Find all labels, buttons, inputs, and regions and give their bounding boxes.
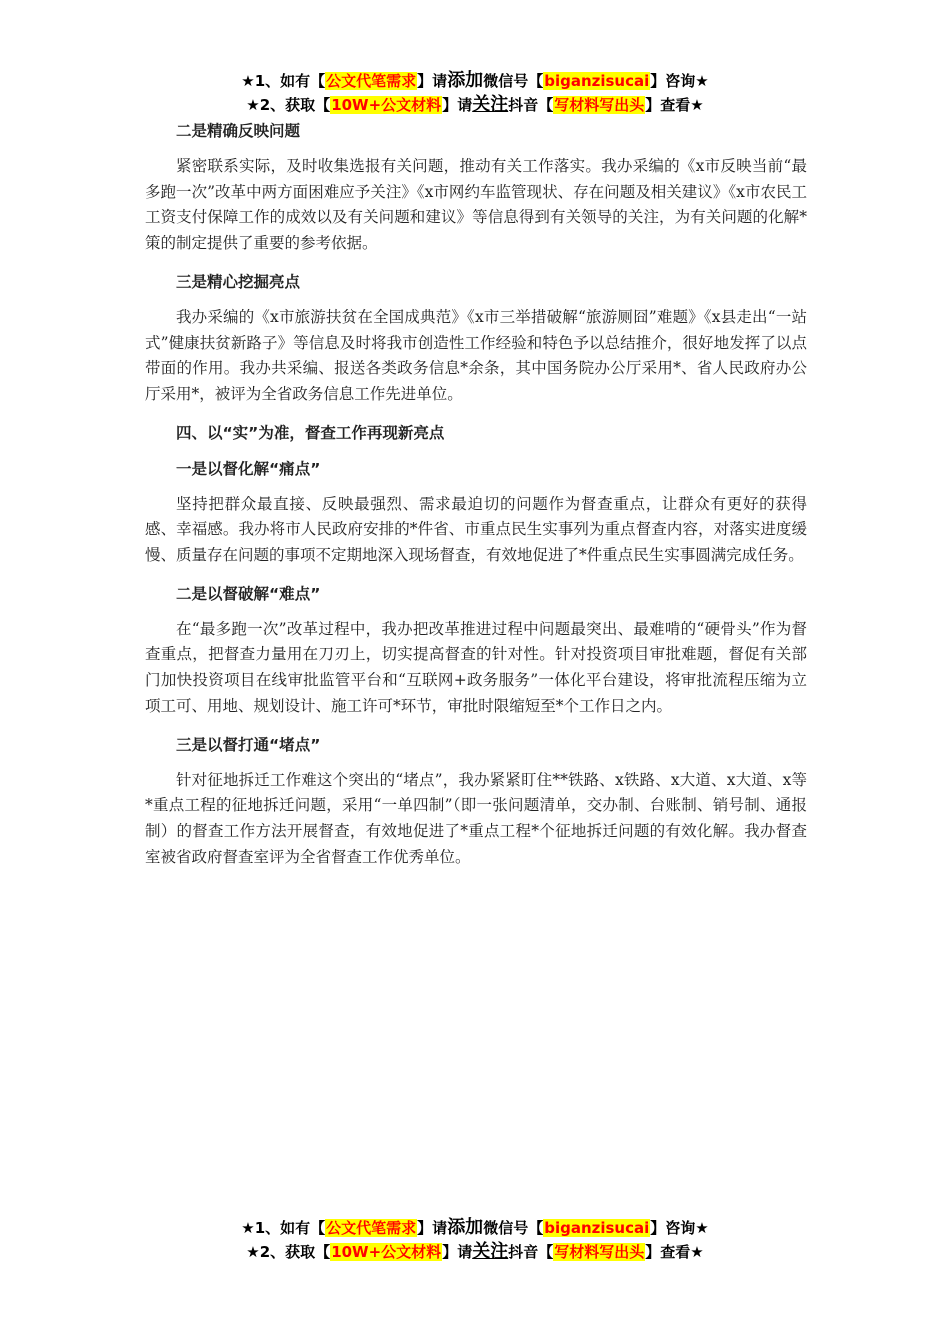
highlight-text: biganzisucai <box>544 1219 650 1237</box>
banner-text: ★1、如有【 <box>241 72 326 90</box>
top-banner <box>0 69 950 117</box>
highlight-text: 10W+公文材料 <box>331 1243 442 1261</box>
section-heading: 三是精心挖掘亮点 <box>176 272 301 291</box>
emphasis-text: 关注 <box>472 1241 509 1262</box>
emphasis-text: 添加 <box>447 70 484 91</box>
banner-text: 】请 <box>417 1219 448 1237</box>
banner-text: 】查看★ <box>645 96 704 114</box>
banner-line-1 <box>0 69 950 93</box>
banner-text: 抖音【 <box>508 96 554 114</box>
highlight-text: 公文代笔需求 <box>326 72 417 90</box>
banner-text: 抖音【 <box>508 1243 554 1261</box>
emphasis-text: 关注 <box>472 94 509 115</box>
highlight-text: 公文代笔需求 <box>326 1219 417 1237</box>
banner-text: 】请 <box>442 1243 473 1261</box>
section-heading: 三是以督打通“堵点” <box>176 735 321 754</box>
bottom-banner <box>0 1216 950 1264</box>
paragraph: 针对征地拆迁工作难这个突出的“堵点”，我办紧紧盯住**铁路、x铁路、x大道、x大道、x等*重点工程的征地拆迁问题，采用“一单四制”（即一张问题清单，交办制、台账制、销号制、通报制）的督查工作方法开展督查，有效地促进了*重点工程*个征地拆迁问题的有效化解。我办督查室被省政府督查室评为全省督查工作优秀单位。 <box>145 770 807 866</box>
banner-text: 微信号【 <box>483 72 544 90</box>
banner-text: 】查看★ <box>645 1243 704 1261</box>
banner-line-1 <box>0 1216 950 1240</box>
banner-line-2 <box>0 93 950 117</box>
banner-text: 】咨询★ <box>650 1219 709 1237</box>
banner-line-2 <box>0 1240 950 1264</box>
banner-text: 】咨询★ <box>650 72 709 90</box>
paragraph: 紧密联系实际，及时收集选报有关问题，推动有关工作落实。我办采编的《x市反映当前“最多跑一次”改革中两方面困难应予关注》《x市网约车监管现状、存在问题及相关建议》《x市农民工工资支付保障工作的成效以及有关问题和建议》等信息得到有关领导的关注，为有关问题的化解*策的制定提供了重要的参考依据。 <box>145 157 807 253</box>
banner-text: ★2、获取【 <box>246 96 331 114</box>
section-heading: 一是以督化解“痛点” <box>176 459 321 478</box>
banner-text: 】请 <box>417 72 448 90</box>
banner-text: 微信号【 <box>483 1219 544 1237</box>
banner-text: ★1、如有【 <box>241 1219 326 1237</box>
section-heading: 二是精确反映问题 <box>176 122 301 140</box>
highlight-text: biganzisucai <box>544 72 650 90</box>
paragraph: 坚持把群众最直接、反映最强烈、需求最迫切的问题作为督查重点，让群众有更好的获得感、幸福感。我办将市人民政府安排的*件省、市重点民生实事列为重点督查内容，对落实进度缓慢、质量存在问题的事项不定期地深入现场督查，有效地促进了*件重点民生实事圆满完成任务。 <box>145 494 807 565</box>
highlight-text: 写材料写出头 <box>554 96 645 114</box>
paragraph: 我办采编的《x市旅游扶贫在全国成典范》《x市三举措破解“旅游厕囧”难题》《x县走出“一站式”健康扶贫新路子》等信息及时将我市创造性工作经验和特色予以总结推介，很好地发挥了以点带面的作用。我办共采编、报送各类政务信息*余条，其中国务院办公厅采用*、省人民政府办公厅采用*，被评为全省政务信息工作先进单位。 <box>145 307 807 403</box>
section-heading: 四、以“实”为准，督查工作再现新亮点 <box>176 423 445 442</box>
section-heading: 二是以督破解“难点” <box>176 584 321 603</box>
banner-text: ★2、获取【 <box>246 1243 331 1261</box>
highlight-text: 写材料写出头 <box>554 1243 645 1261</box>
emphasis-text: 添加 <box>447 1217 484 1238</box>
paragraph: 在“最多跑一次”改革过程中，我办把改革推进过程中问题最突出、最难啃的“硬骨头”作为督查重点，把督查力量用在刀刃上，切实提高督查的针对性。针对投资项目审批难题，督促有关部门加快投资项目在线审批监管平台和“互联网+政务服务”一体化平台建设，将审批流程压缩为立项工可、用地、规划设计、施工许可*环节，审批时限缩短至*个工作日之内。 <box>145 619 807 715</box>
document-body <box>145 118 807 882</box>
highlight-text: 10W+公文材料 <box>331 96 442 114</box>
banner-text: 】请 <box>442 96 473 114</box>
